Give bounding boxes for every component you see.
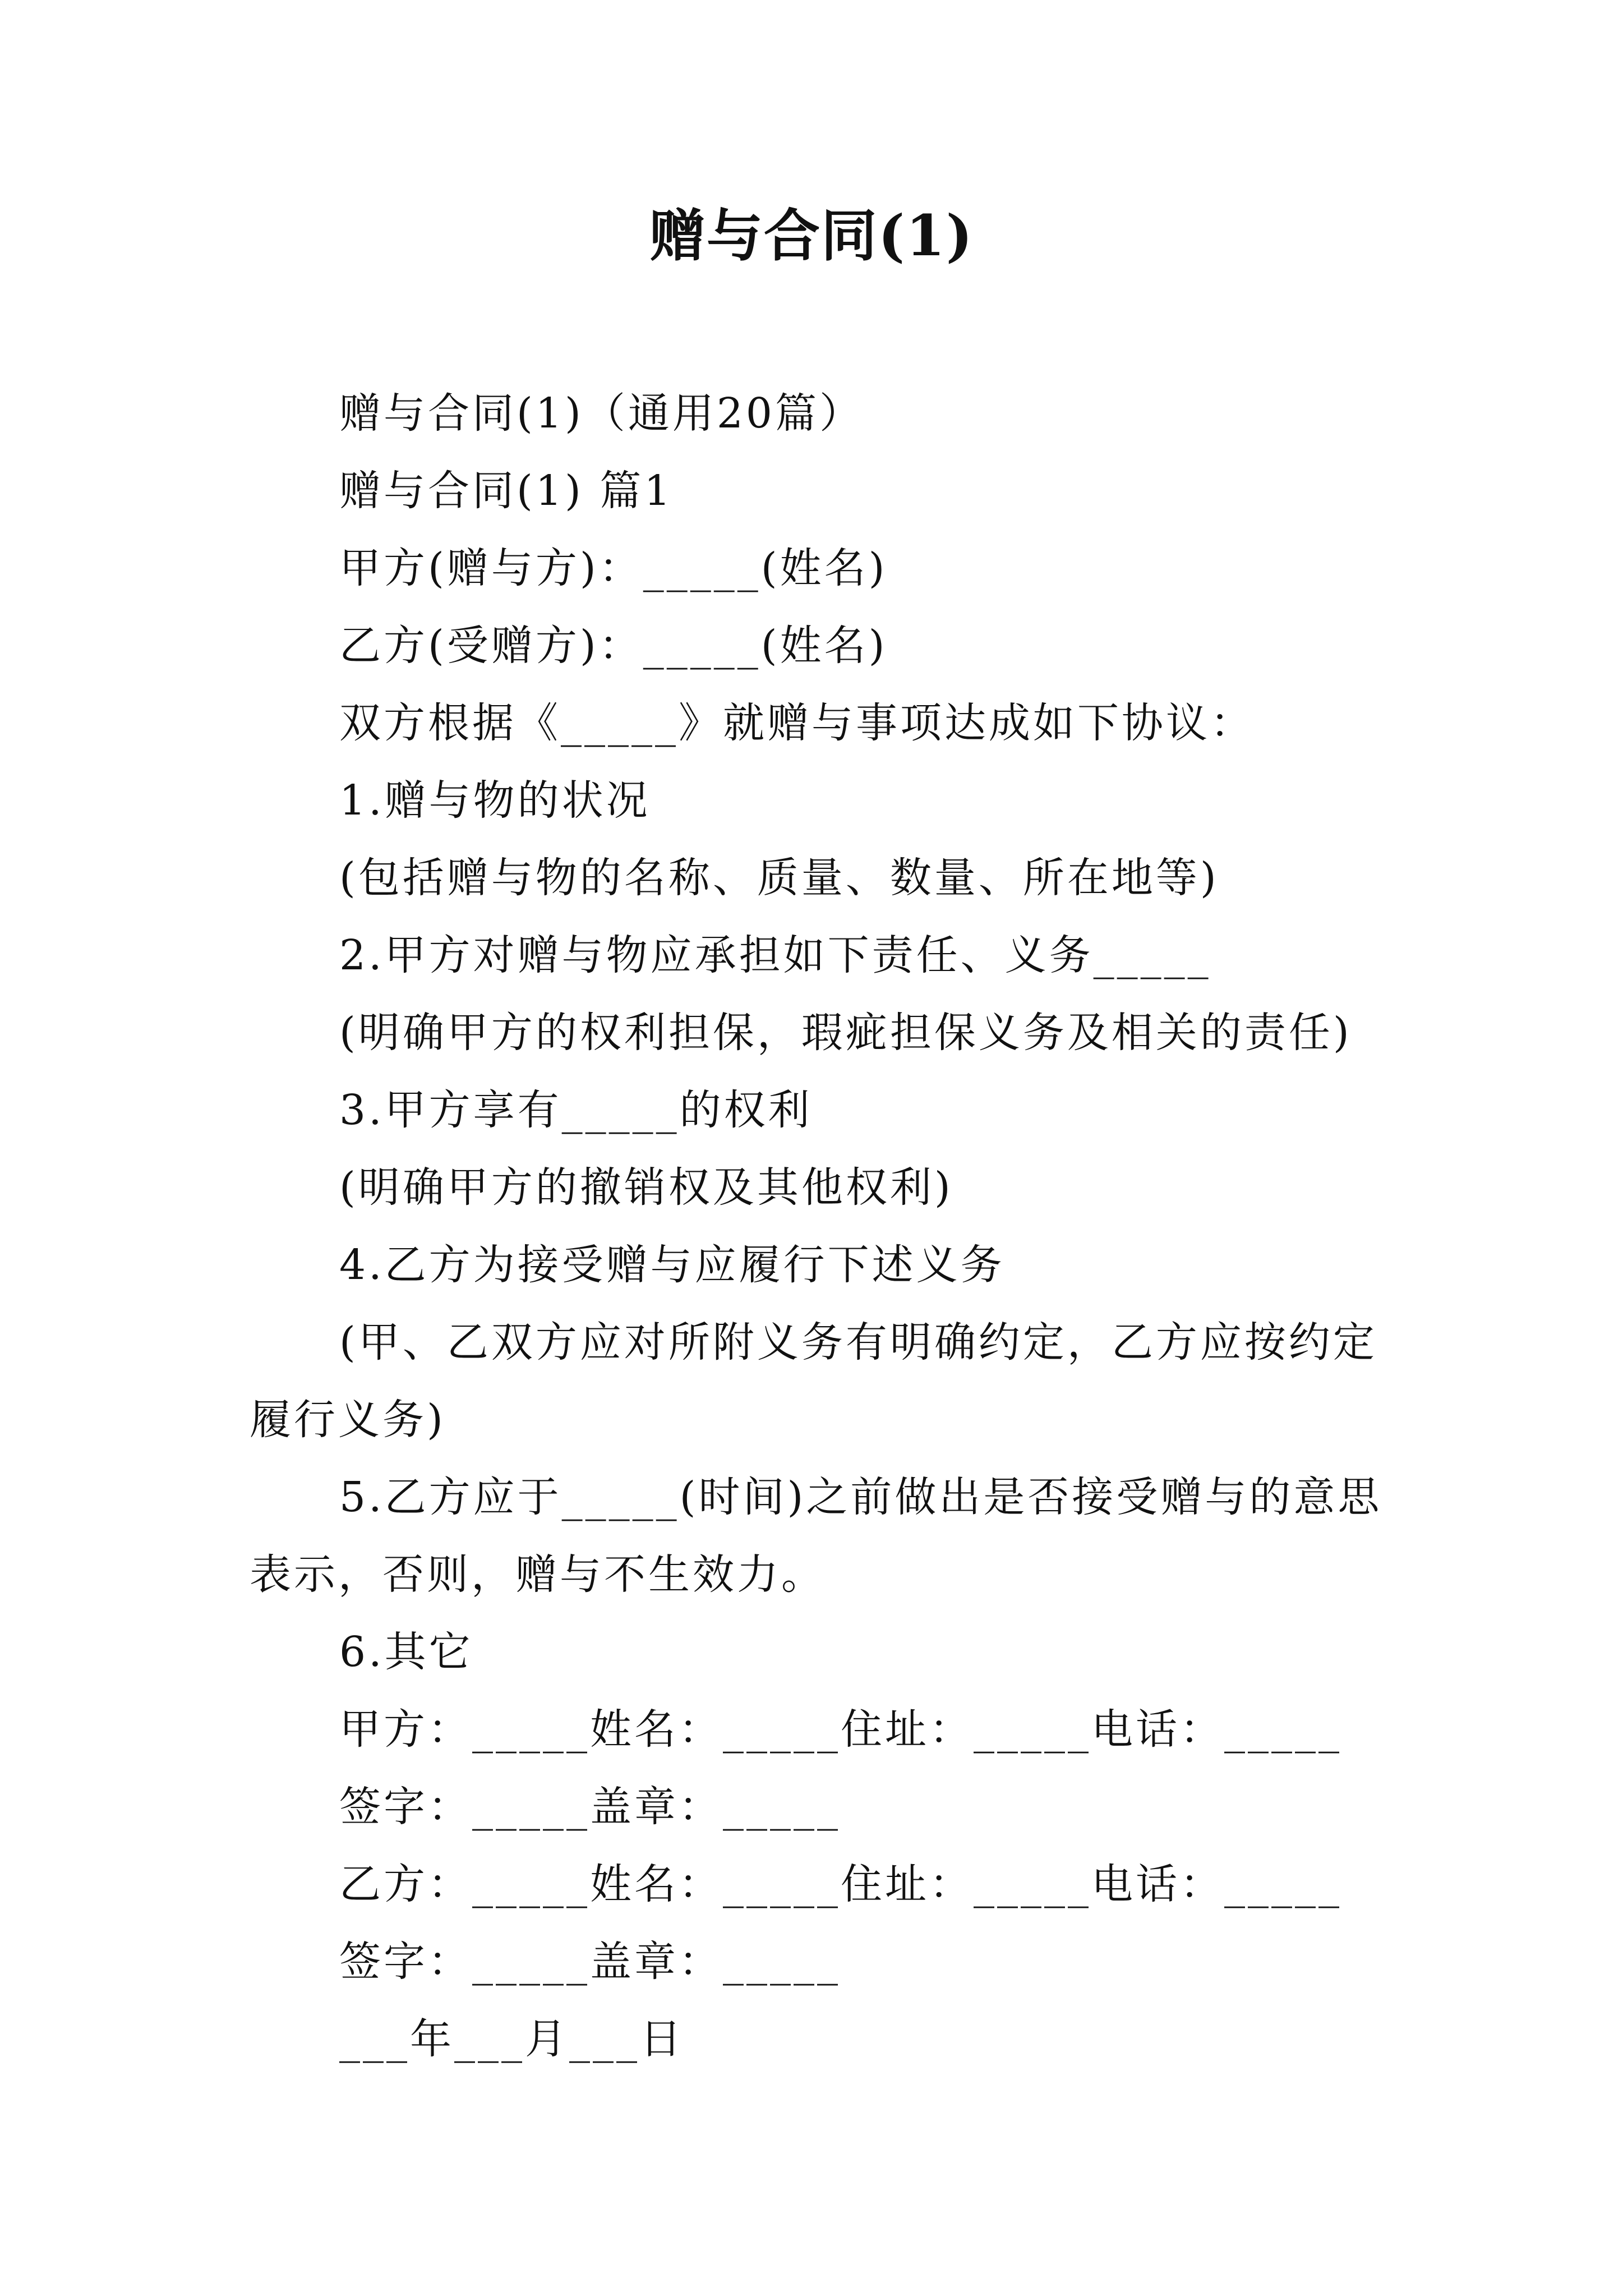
- paragraph-clause-6: 6.其它: [339, 1628, 473, 1676]
- paragraph-signature-party-b: 乙方：_____姓名：_____住址：_____电话：_____: [339, 1860, 1342, 1908]
- paragraph-clause-2: 2.甲方对赠与物应承担如下责任、义务_____: [339, 931, 1211, 979]
- paragraph-clause-5: 5.乙方应于_____(时间)之前做出是否接受赠与的意思表示，否则，赠与不生效力。: [250, 1473, 1382, 1599]
- paragraph-clause-2-note: (明确甲方的权利担保，瑕疵担保义务及相关的责任): [339, 1009, 1352, 1057]
- paragraph-clause-4: 4.乙方为接受赠与应履行下述义务: [339, 1241, 1005, 1289]
- paragraph-signature-party-a-seal: 签字：_____盖章：_____: [339, 1783, 841, 1831]
- paragraph-date: ___年___月___日: [339, 2015, 684, 2063]
- paragraph-clause-3-note: (明确甲方的撤销权及其他权利): [339, 1163, 953, 1212]
- paragraph-signature-party-a: 甲方：_____姓名：_____住址：_____电话：_____: [339, 1705, 1342, 1754]
- paragraph-agreement-basis: 双方根据《_____》就赠与事项达成如下协议：: [339, 699, 1255, 747]
- paragraph-section-heading: 赠与合同(1) 篇1: [339, 467, 674, 515]
- paragraph-signature-party-b-seal: 签字：_____盖章：_____: [339, 1938, 841, 1986]
- paragraph-party-a: 甲方(赠与方)：_____(姓名): [339, 544, 888, 592]
- paragraph-clause-4-note: (甲、乙双方应对所附义务有明确约定，乙方应按约定履行义务): [250, 1318, 1377, 1444]
- paragraph-party-b: 乙方(受赠方)：_____(姓名): [339, 622, 888, 670]
- paragraph-subtitle: 赠与合同(1)（通用20篇）: [339, 389, 864, 438]
- document-body: [250, 375, 1382, 2078]
- paragraph-clause-1: 1.赠与物的状况: [339, 776, 651, 825]
- document-title: 赠与合同(1): [649, 203, 974, 269]
- paragraph-clause-3: 3.甲方享有_____的权利: [339, 1086, 813, 1134]
- paragraph-clause-1-note: (包括赠与物的名称、质量、数量、所在地等): [339, 854, 1219, 902]
